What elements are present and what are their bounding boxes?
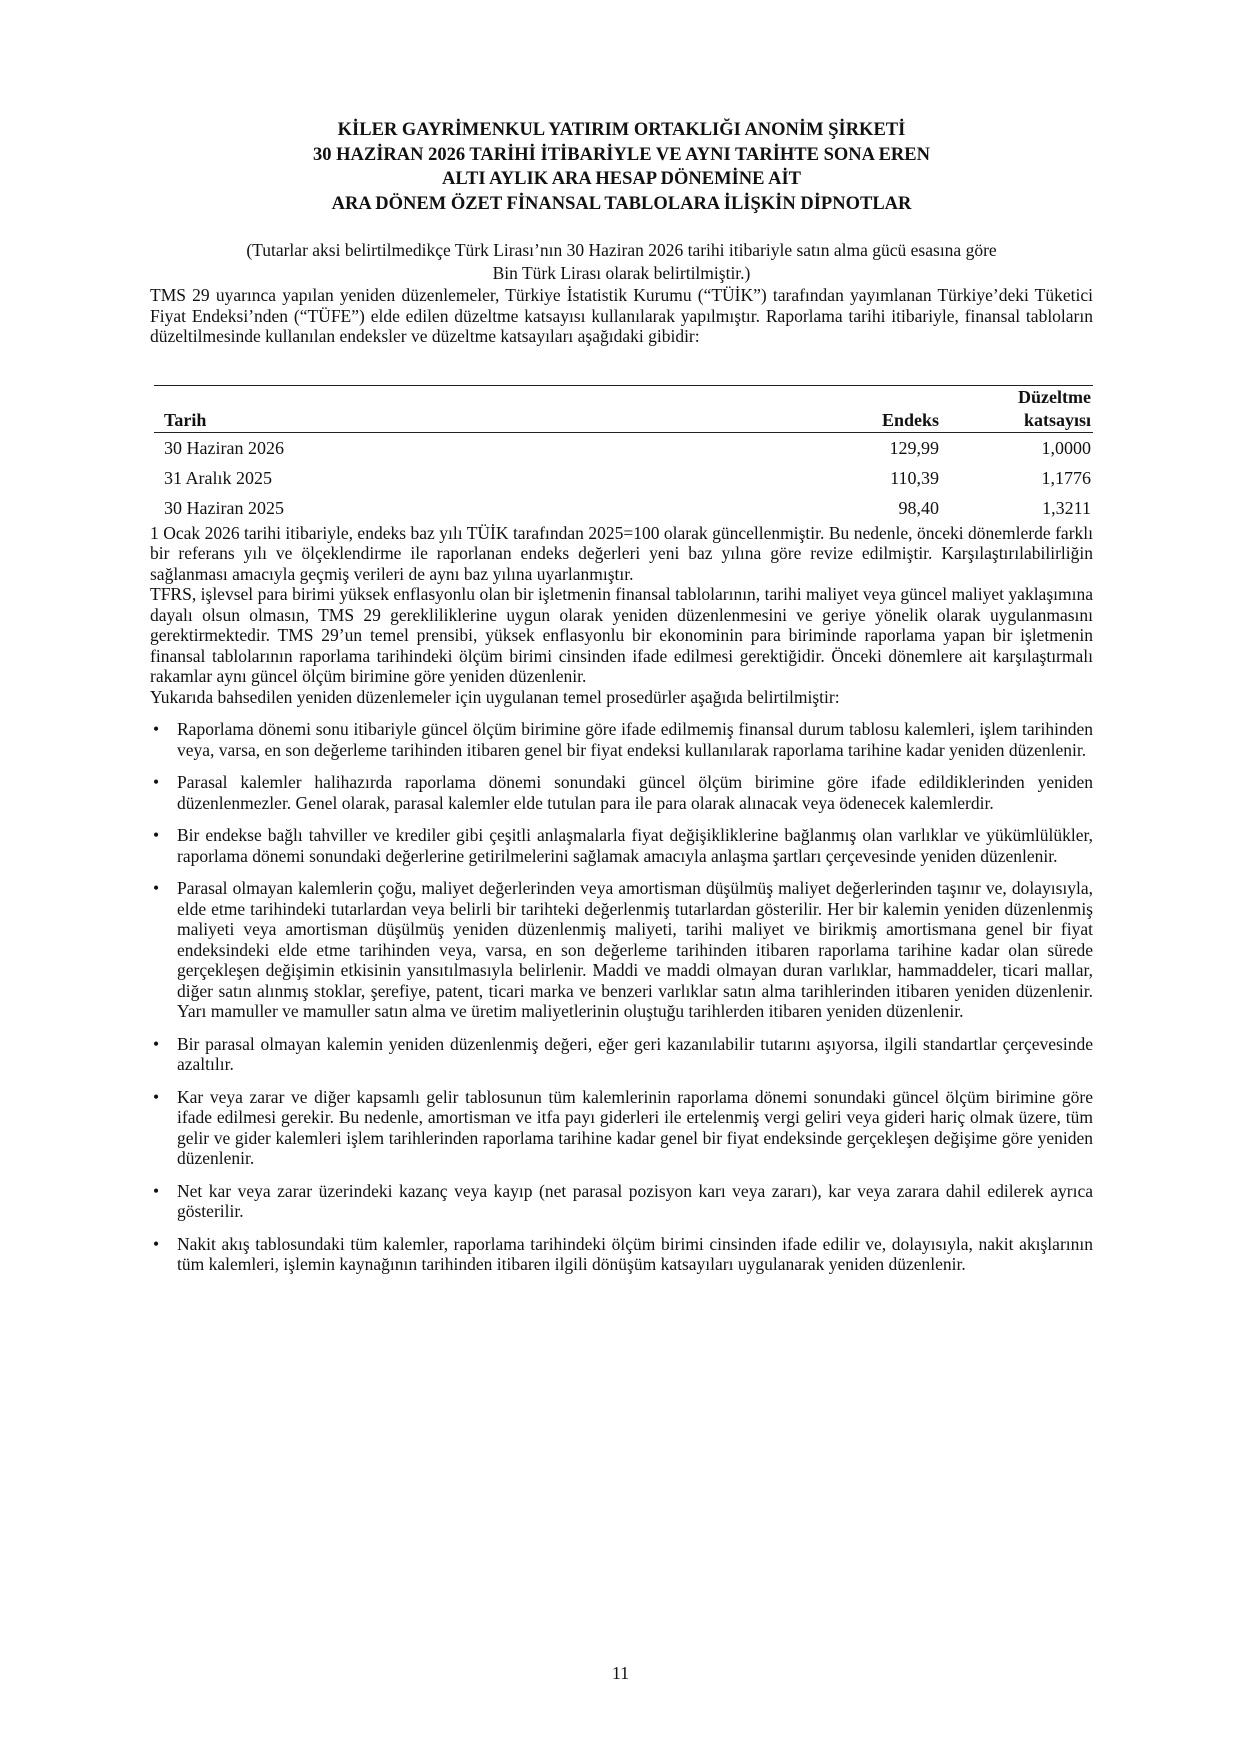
row-index: 98,40 [898, 497, 939, 518]
bullet-icon: • [153, 719, 160, 739]
list-item: • Bir endekse bağlı tahviller ve krediler gibi çeşitli anlaşmalarla fiyat değişikliklerine bağlanmış olan varlıklar ve yükümlülükler, raporlama dönemi sonundaki değerlerine getirilmelerini sağlamak amacıyla anlaşma şartları çerçevesinde yeniden düzenlenir. [153, 825, 1093, 866]
bullet-icon: • [153, 1086, 160, 1107]
row-date: 31 Aralık 2025 [164, 467, 272, 488]
bullet-icon: • [153, 825, 160, 845]
bullet-icon: • [153, 878, 160, 898]
list-item: • Raporlama dönemi sonu itibariyle güncel ölçüm birimine göre ifade edilmemiş finansal durum tablosu kalemleri, işlem tarihinden veya, varsa, en son değerleme tarihinden itibaren genel bir fiyat endeksi kullanılarak raporlama tarihine kadar yeniden düzenlenir. [153, 719, 1093, 760]
procedure-list [150, 719, 1093, 1275]
company-name: KİLER GAYRİMENKUL YATIRIM ORTAKLIĞI ANONİM ŞİRKETİ [337, 120, 906, 140]
list-item: • Parasal kalemler halihazırda raporlama dönemi sonundaki güncel ölçüm birimine göre ifade edildiklerinden yeniden düzenlenmezler. Genel olarak, parasal kalemler elde tutulan para ile para olarak alınacak veya ödenecek kalemlerdir. [153, 772, 1093, 813]
header-period-line-2: ALTI AYLIK ARA HESAP DÖNEMİNE AİT [442, 169, 801, 189]
row-index: 129,99 [889, 437, 939, 458]
list-item: • Net kar veya zarar üzerindeki kazanç veya kayıp (net parasal pozisyon karı veya zararı), kar veya zarara dahil edilerek ayrıca gösterilir. [153, 1180, 1093, 1221]
header-index: Endeks [881, 409, 939, 430]
table-row [154, 493, 1093, 523]
intro-paragraph: TMS 29 uyarınca yapılan yeniden düzenlemeler, Türkiye İstatistik Kurumu (“TÜİK”) tarafından yayımlanan Türkiye’deki Tüketici Fiyat Endeksi’nden (“TÜFE”) elde edilen düzeltme katsayısı kullanılarak yapılmıştır. Raporlama tarihi itibariyle, finansal tabloların düzeltilmesinde kullanılan endeksler ve düzeltme katsayıları aşağıdaki gibidir: [150, 285, 1093, 346]
list-item: • Nakit akış tablosundaki tüm kalemler, raporlama tarihindeki ölçüm birimi cinsinden ifade edilir ve, dolayısıyla, nakit akışlarının tüm kalemleri, işlemin kaynağının tarihinden itibaren ilgili dönüşüm katsayıları uygulanarak yeniden düzenlenir. [153, 1233, 1093, 1274]
row-date: 30 Haziran 2025 [164, 497, 284, 518]
index-table [154, 385, 1093, 523]
row-coefficient: 1,1776 [1041, 467, 1091, 488]
document-header [150, 118, 1093, 216]
list-item: • Parasal olmayan kalemlerin çoğu, maliyet değerlerinden veya amortisman düşülmüş maliyet değerlerinden taşınır ve, dolayısıyla, elde etme tarihindeki tutarlardan veya belirli bir tarihteki değerlenmiş tutarlardan gösterilir. Her bir kalemin yeniden düzenlenmiş maliyeti veya amortisman düşülmüş yeniden düzenlenmiş maliyeti, tarihi maliyet ve birikmiş amortismana genel bir fiyat endeksindeki elde etme tarihinden veya, varsa, en son değerleme tarihinden itibaren raporlama tarihine kadar olan sürede gerçekleşen değişimin etkisinin yansıtılmasıyla belirlenir. Maddi ve maddi olmayan duran varlıklar, hammaddeler, ticari mallar, diğer satın alınmış stoklar, şerefiye, patent, ticari marka ve benzeri varlıklar satın alma tarihlerinden itibaren yeniden düzenlenir. Yarı mamuller ve mamuller satın alma ve üretim maliyetlerinin oluştuğu tarihlerden itibaren yeniden düzenlenir. [153, 878, 1093, 1021]
document-page [150, 118, 1093, 1287]
bullet-icon: • [153, 1180, 160, 1201]
header-coefficient: katsayısı [1023, 409, 1091, 430]
currency-note-line-2: Bin Türk Lirası olarak belirtilmiştir.) [492, 263, 751, 283]
bullet-icon: • [153, 772, 160, 792]
header-date: Tarih [164, 409, 207, 430]
row-coefficient: 1,0000 [1041, 437, 1091, 458]
header-period-line: 30 HAZİRAN 2026 TARİHİ İTİBARİYLE VE AYNI TARİHTE SONA EREN [313, 144, 930, 165]
row-date: 30 Haziran 2026 [164, 437, 284, 458]
table-header-row-top [154, 385, 1093, 409]
row-coefficient: 1,3211 [1042, 497, 1091, 518]
bullet-icon: • [153, 1233, 160, 1254]
tfrs-paragraph: TFRS, işlevsel para birimi yüksek enflasyonlu olan bir işletmenin finansal tablolarının, tarihi maliyet veya güncel maliyet yaklaşımına dayalı olsun olmasın, TMS 29 gerekliliklerine uygun olarak yeniden düzenlenmesini ve geriye yönelik olarak uygulanmasını gerektirmektedir. TMS 29’un temel prensibi, yüksek enflasyonlu bir ekonominin para biriminde raporlama yapan bir işletmenin finansal tablolarının raporlama tarihindeki ölçüm birimi cinsinden ifade edilmesi gerektiğidir. Önceki dönemlere ait karşılaştırmalı rakamlar aynı güncel ölçüm birimine göre yeniden düzenlenir. [150, 584, 1093, 686]
currency-note [150, 239, 1093, 285]
currency-note-line-1: (Tutarlar aksi belirtilmedikçe Türk Lirası’nın 30 Haziran 2026 tarihi itibariyle satın alma gücü esasına göre [246, 240, 997, 260]
list-item: • Kar veya zarar ve diğer kapsamlı gelir tablosunun tüm kalemlerinin raporlama dönemi sonundaki güncel ölçüm birimine göre ifade edilmesi gerekir. Bu nedenle, amortisman ve itfa payı giderleri ile ertelenmiş vergi geliri veya gideri hariç olmak üzere, tüm gelir ve gider kalemleri işlem tarihlerinden raporlama tarihine kadar genel bir fiyat endeksinde gerçekleşen değişime göre yeniden düzenlenir. [153, 1086, 1093, 1168]
bullet-icon: • [153, 1033, 160, 1054]
page-number: 11 [611, 1663, 630, 1683]
table-row [154, 463, 1093, 493]
procedures-intro: Yukarıda bahsedilen yeniden düzenlemeler için uygulanan temel prosedürler aşağıda belirtilmiştir: [150, 686, 840, 707]
list-item: • Bir parasal olmayan kalemin yeniden düzenlenmiş değeri, eğer geri kazanılabilir tutarını aşıyorsa, ilgili standartlar çerçevesinde azaltılır. [153, 1033, 1093, 1074]
header-title: ARA DÖNEM ÖZET FİNANSAL TABLOLARA İLİŞKİN DİPNOTLAR [331, 193, 912, 214]
base-year-paragraph: 1 Ocak 2026 tarihi itibariyle, endeks baz yılı TÜİK tarafından 2025=100 olarak güncellenmiştir. Bu nedenle, önceki dönemlerde farklı bir referans yılı ve ölçeklendirme ile raporlanan endeks değerleri yeni baz yılına göre revize edilmiştir. Karşılaştırılabilirliğin sağlanması amacıyla geçmiş verileri de aynı baz yılına uyarlanmıştır. [150, 522, 1093, 584]
table-row [154, 432, 1093, 463]
table-header-row [154, 409, 1093, 433]
row-index: 110,39 [890, 467, 939, 488]
header-duzeltme: Düzeltme [1018, 386, 1091, 407]
